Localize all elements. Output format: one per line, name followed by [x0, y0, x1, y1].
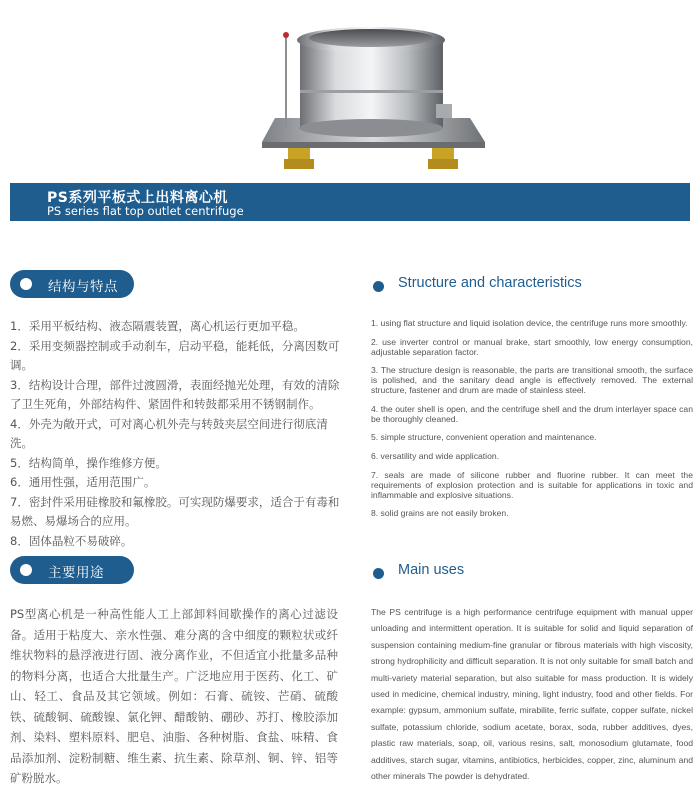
- list-item: 1．采用平板结构、液态隔震装置，离心机运行更加平稳。: [10, 319, 305, 333]
- list-item: 4．外壳为敞开式，可对离心机外壳与转鼓夹层空间进行彻底清洗。: [10, 416, 328, 450]
- hero: [0, 0, 700, 222]
- section-heading-structure-en: [373, 275, 673, 299]
- list-item: 6. versatility and wide application.: [371, 451, 500, 462]
- section-heading-uses-en: [373, 562, 673, 586]
- list-item: 7．密封件采用硅橡胶和氟橡胶。可实现防爆要求，适合于有毒和易燃、易爆场合的应用。: [10, 494, 340, 528]
- banner-title-en: PS series flat top outlet centrifuge: [47, 204, 244, 218]
- title-banner: [10, 183, 690, 221]
- section-heading-structure-cn: [10, 270, 134, 298]
- list-item: 3. The structure design is reasonable, the parts are transitional smooth, the surface is polished, and the sanitary dead angle is effectively removed. The external structure, fastener and drum are made of stainless steel.: [371, 365, 693, 395]
- list-item: 6．通用性强，适用范围广。: [10, 475, 156, 489]
- banner-title-cn: PS系列平板式上出料离心机: [47, 190, 228, 206]
- heading-label: 结构与特点: [48, 279, 118, 295]
- list-item: 8．固体晶粒不易破碎。: [10, 533, 133, 548]
- list-item: 1. using flat structure and liquid isolation device, the centrifuge runs more smoothly.: [371, 318, 688, 328]
- heading-label: 主要用途: [48, 565, 104, 581]
- list-item: 5．结构简单，操作维修方便。: [10, 455, 167, 470]
- uses-paragraph-en: The PS centrifuge is a high performance centrifuge equipment with manual upper unloading and intermittent operation. It is suitable for solid and liquid separation of suspension containing medium-fine granular or fibrous materials with high viscosity, strong hydrophilicity and difficult separation. It is not only suitable for small batch and multi-variety material separation, but also suitable for mass production. It is widely used in medicine, chemical industry, mining, light industry, food and other fields. For example: gypsum, ammonium sulfate, mirabilite, ferric sulfate, copper sulfate, nickel sulfate, potassium chloride, sodium acetate, borax, soda, rubber additives, dyes, plastic raw materials, soap, oil, various resins, salt, monosodium glutamate, food additives, starch sugar, vitamins, antibiotics, herbicides, copper, zinc, aluminum and other minerals The powder is dehydrated.: [371, 607, 693, 782]
- structure-list-en: [371, 319, 693, 528]
- list-item: 7. seals are made of silicone rubber and fluorine rubber. It can meet the requirements of explosion protection and is suitable for applications in toxic and inflammable and explosive situations.: [371, 469, 693, 500]
- heading-label: Structure and characteristics: [398, 275, 582, 291]
- bullet-dot-icon: [373, 568, 384, 579]
- list-item: 4. the outer shell is open, and the centrifuge shell and the drum interlayer space can be thoroughly cleaned.: [371, 403, 693, 424]
- uses-paragraph-cn: PS型离心机是一种高性能人工上部卸料间歇操作的离心过滤设备。适用于粘度大、亲水性强、难分离的含中细度的颗粒状或纤维状物料的悬浮液进行固、液分离作业，不但适宜小批量多品种的物料分离，也适合大批量生产。广泛地应用于医药、化工、矿山、轻工、食品及其它领域。例如：石膏、硫铵、芒硝、硫酸铁、硫酸铜、硫酸镍、氯化钾、醋酸钠、硼砂、苏打、橡胶添加剂、染料、塑料原料、肥皂、油脂、各种树脂、食盐、味精、食品添加剂、淀粉制糖、维生素、抗生素、除草剂、铜、锌、铝等矿粉脱水。: [10, 607, 338, 785]
- section-heading-uses-cn: [10, 556, 134, 584]
- bullet-dot-icon: [20, 564, 32, 576]
- list-item: 8. solid grains are not easily broken.: [371, 508, 509, 519]
- list-item: 2. use inverter control or manual brake, start smoothly, low energy consumption, adjustable separation factor.: [371, 336, 693, 357]
- list-item: 2．采用变频器控制或手动刹车，启动平稳，能耗低，分离因数可调。: [10, 338, 340, 372]
- centrifuge-photo: [0, 0, 700, 185]
- structure-list-cn: [10, 317, 346, 551]
- bullet-dot-icon: [20, 278, 32, 290]
- list-item: 3．结构设计合理，部件过渡圆滑，表面经抛光处理，有效的清除了卫生死角，外部结构件、紧固件和转鼓都采用不锈钢制作。: [10, 377, 340, 411]
- list-item: 5. simple structure, convenient operation and maintenance.: [371, 432, 597, 443]
- heading-label: Main uses: [398, 562, 465, 578]
- bullet-dot-icon: [373, 281, 384, 292]
